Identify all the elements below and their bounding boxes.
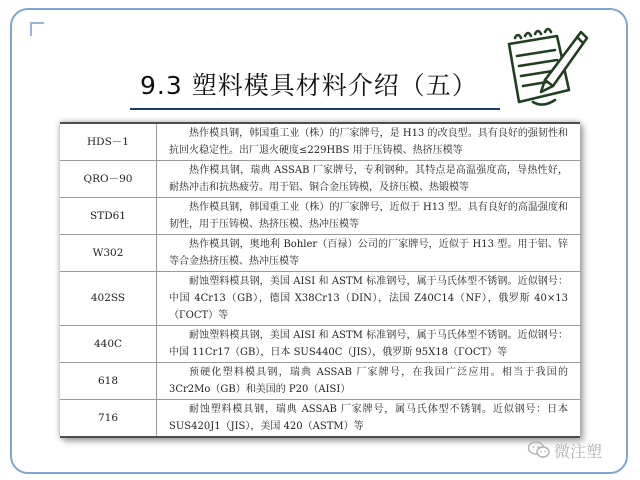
grade-cell: 402SS [60, 271, 157, 326]
grade-cell: QRO－90 [60, 160, 157, 197]
table-row [60, 197, 580, 234]
description-cell: 预硬化塑料模具钢，瑞典 ASSAB 厂家牌号，在我国广泛应用。相当于我国的 3Cr2Mo（GB）和美国的 P20（AISI） [157, 363, 581, 400]
table-row [60, 160, 580, 197]
table-row [60, 363, 580, 400]
corner-mark [30, 22, 44, 36]
grade-cell: STD61 [60, 197, 157, 234]
table-row [60, 326, 580, 363]
description-cell: 热作模具钢，韩国重工业（株）的厂家牌号，近似于 H13 型。具有良好的高温强度和韧性，用于压铸模、热挤压模、热冲压模等 [157, 197, 581, 234]
description-cell: 热作模具钢，奥地利 Bohler（百禄）公司的厂家牌号，近似于 H13 型。用于铝、锌等合金热挤压模、热冲压模等 [157, 234, 581, 271]
description-cell: 耐蚀塑料模具钢，美国 AISI 和 ASTM 标准钢号，属于马氏体型不锈钢。近似钢号：中国 4Cr13（GB），德国 X38Cr13（DIN），法国 Z40C14（NF），俄罗斯 40×13（ГОСТ）等 [157, 271, 581, 326]
grade-cell: 440C [60, 326, 157, 363]
slide-title: 9.3 塑料模具材料介绍（五） [140, 71, 478, 100]
table-row [60, 271, 580, 326]
notebook-pen-icon [495, 24, 591, 114]
title-underline [130, 108, 500, 110]
description-cell: 耐蚀塑料模具钢，美国 AISI 和 ASTM 标准钢号，属于马氏体型不锈钢。近似钢号：中国 11Cr17（GB），日本 SUS440C（JIS），俄罗斯 95X18（ГОСТ）等 [157, 326, 581, 363]
description-cell: 热作模具钢，韩国重工业（株）的厂家牌号，是 H13 的改良型。具有良好的强韧性和抗回火稳定性。出厂退火硬度≤229HBS 用于压铸模、热挤压模等 [157, 124, 581, 160]
grade-cell: 618 [60, 363, 157, 400]
materials-table-body [60, 124, 580, 436]
table-row [60, 400, 580, 436]
grade-cell: 716 [60, 400, 157, 436]
watermark-text: 微注塑 [554, 441, 603, 461]
grade-cell: W302 [60, 234, 157, 271]
grade-cell: HDS－1 [60, 124, 157, 160]
watermark [527, 440, 602, 460]
table-row [60, 124, 580, 160]
table-row [60, 234, 580, 271]
wechat-bubble-icon [527, 440, 551, 460]
description-cell: 耐蚀塑料模具钢，瑞典 ASSAB 厂家牌号，属马氏体型不锈钢。近似钢号：日本 SUS420J1（JIS），美国 420（ASTM）等 [169, 404, 568, 433]
materials-table [60, 122, 580, 438]
description-cell: 热作模具钢，瑞典 ASSAB 厂家牌号，专利钢种。其特点是高温强度高，导热性好，耐热冲击和抗热疲劳。用于铝、铜合金压铸模，及挤压模、热锻模等 [157, 160, 581, 197]
